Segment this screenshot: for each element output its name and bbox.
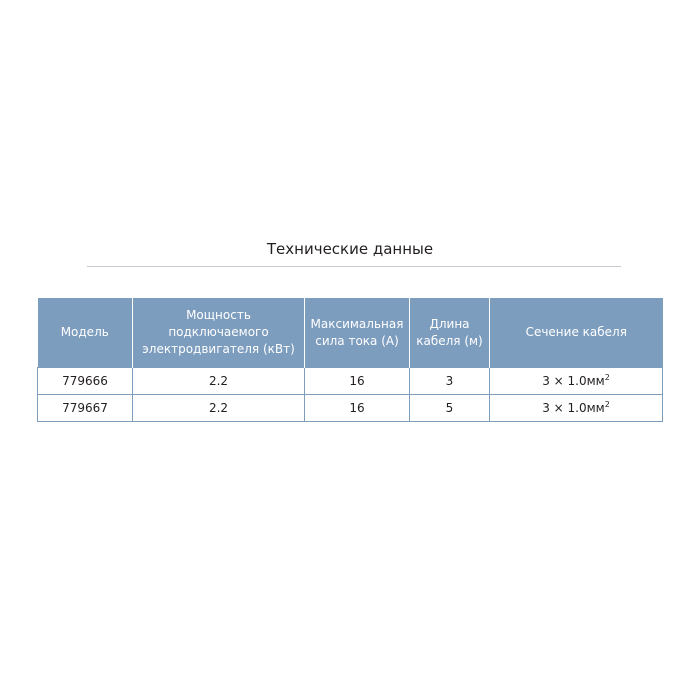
cell-current: 16 — [305, 395, 410, 422]
cell-power: 2.2 — [133, 368, 305, 395]
header-row — [38, 298, 663, 368]
spec-table-body — [38, 368, 663, 422]
header-cable-section: Сечение кабеля — [490, 298, 663, 368]
header-power: Мощность подключаемого электродвигателя (кВт) — [133, 298, 305, 368]
cell-power: 2.2 — [133, 395, 305, 422]
cell-cable-length: 5 — [410, 395, 490, 422]
page-title: Технические данные — [266, 240, 434, 258]
cell-cable-length: 3 — [410, 368, 490, 395]
cell-cable-section-exponent: 2 — [604, 373, 610, 382]
cell-current: 16 — [305, 368, 410, 395]
header-model: Модель — [38, 298, 133, 368]
spec-table — [37, 298, 663, 422]
cell-model: 779666 — [38, 368, 133, 395]
cell-cable-section-exponent: 2 — [604, 400, 610, 409]
cell-model: 779667 — [38, 395, 133, 422]
cell-cable-section — [490, 395, 663, 422]
cell-cable-section-value: 3 × 1.0мм — [542, 401, 605, 415]
header-current: Максимальная сила тока (А) — [305, 298, 410, 368]
title-divider — [87, 266, 621, 267]
spec-table-header — [38, 298, 663, 368]
cell-cable-section — [490, 368, 663, 395]
table-row — [38, 395, 663, 422]
header-cable-length: Длина кабеля (м) — [410, 298, 490, 368]
table-row — [38, 368, 663, 395]
cell-cable-section-value: 3 × 1.0мм — [542, 374, 605, 388]
